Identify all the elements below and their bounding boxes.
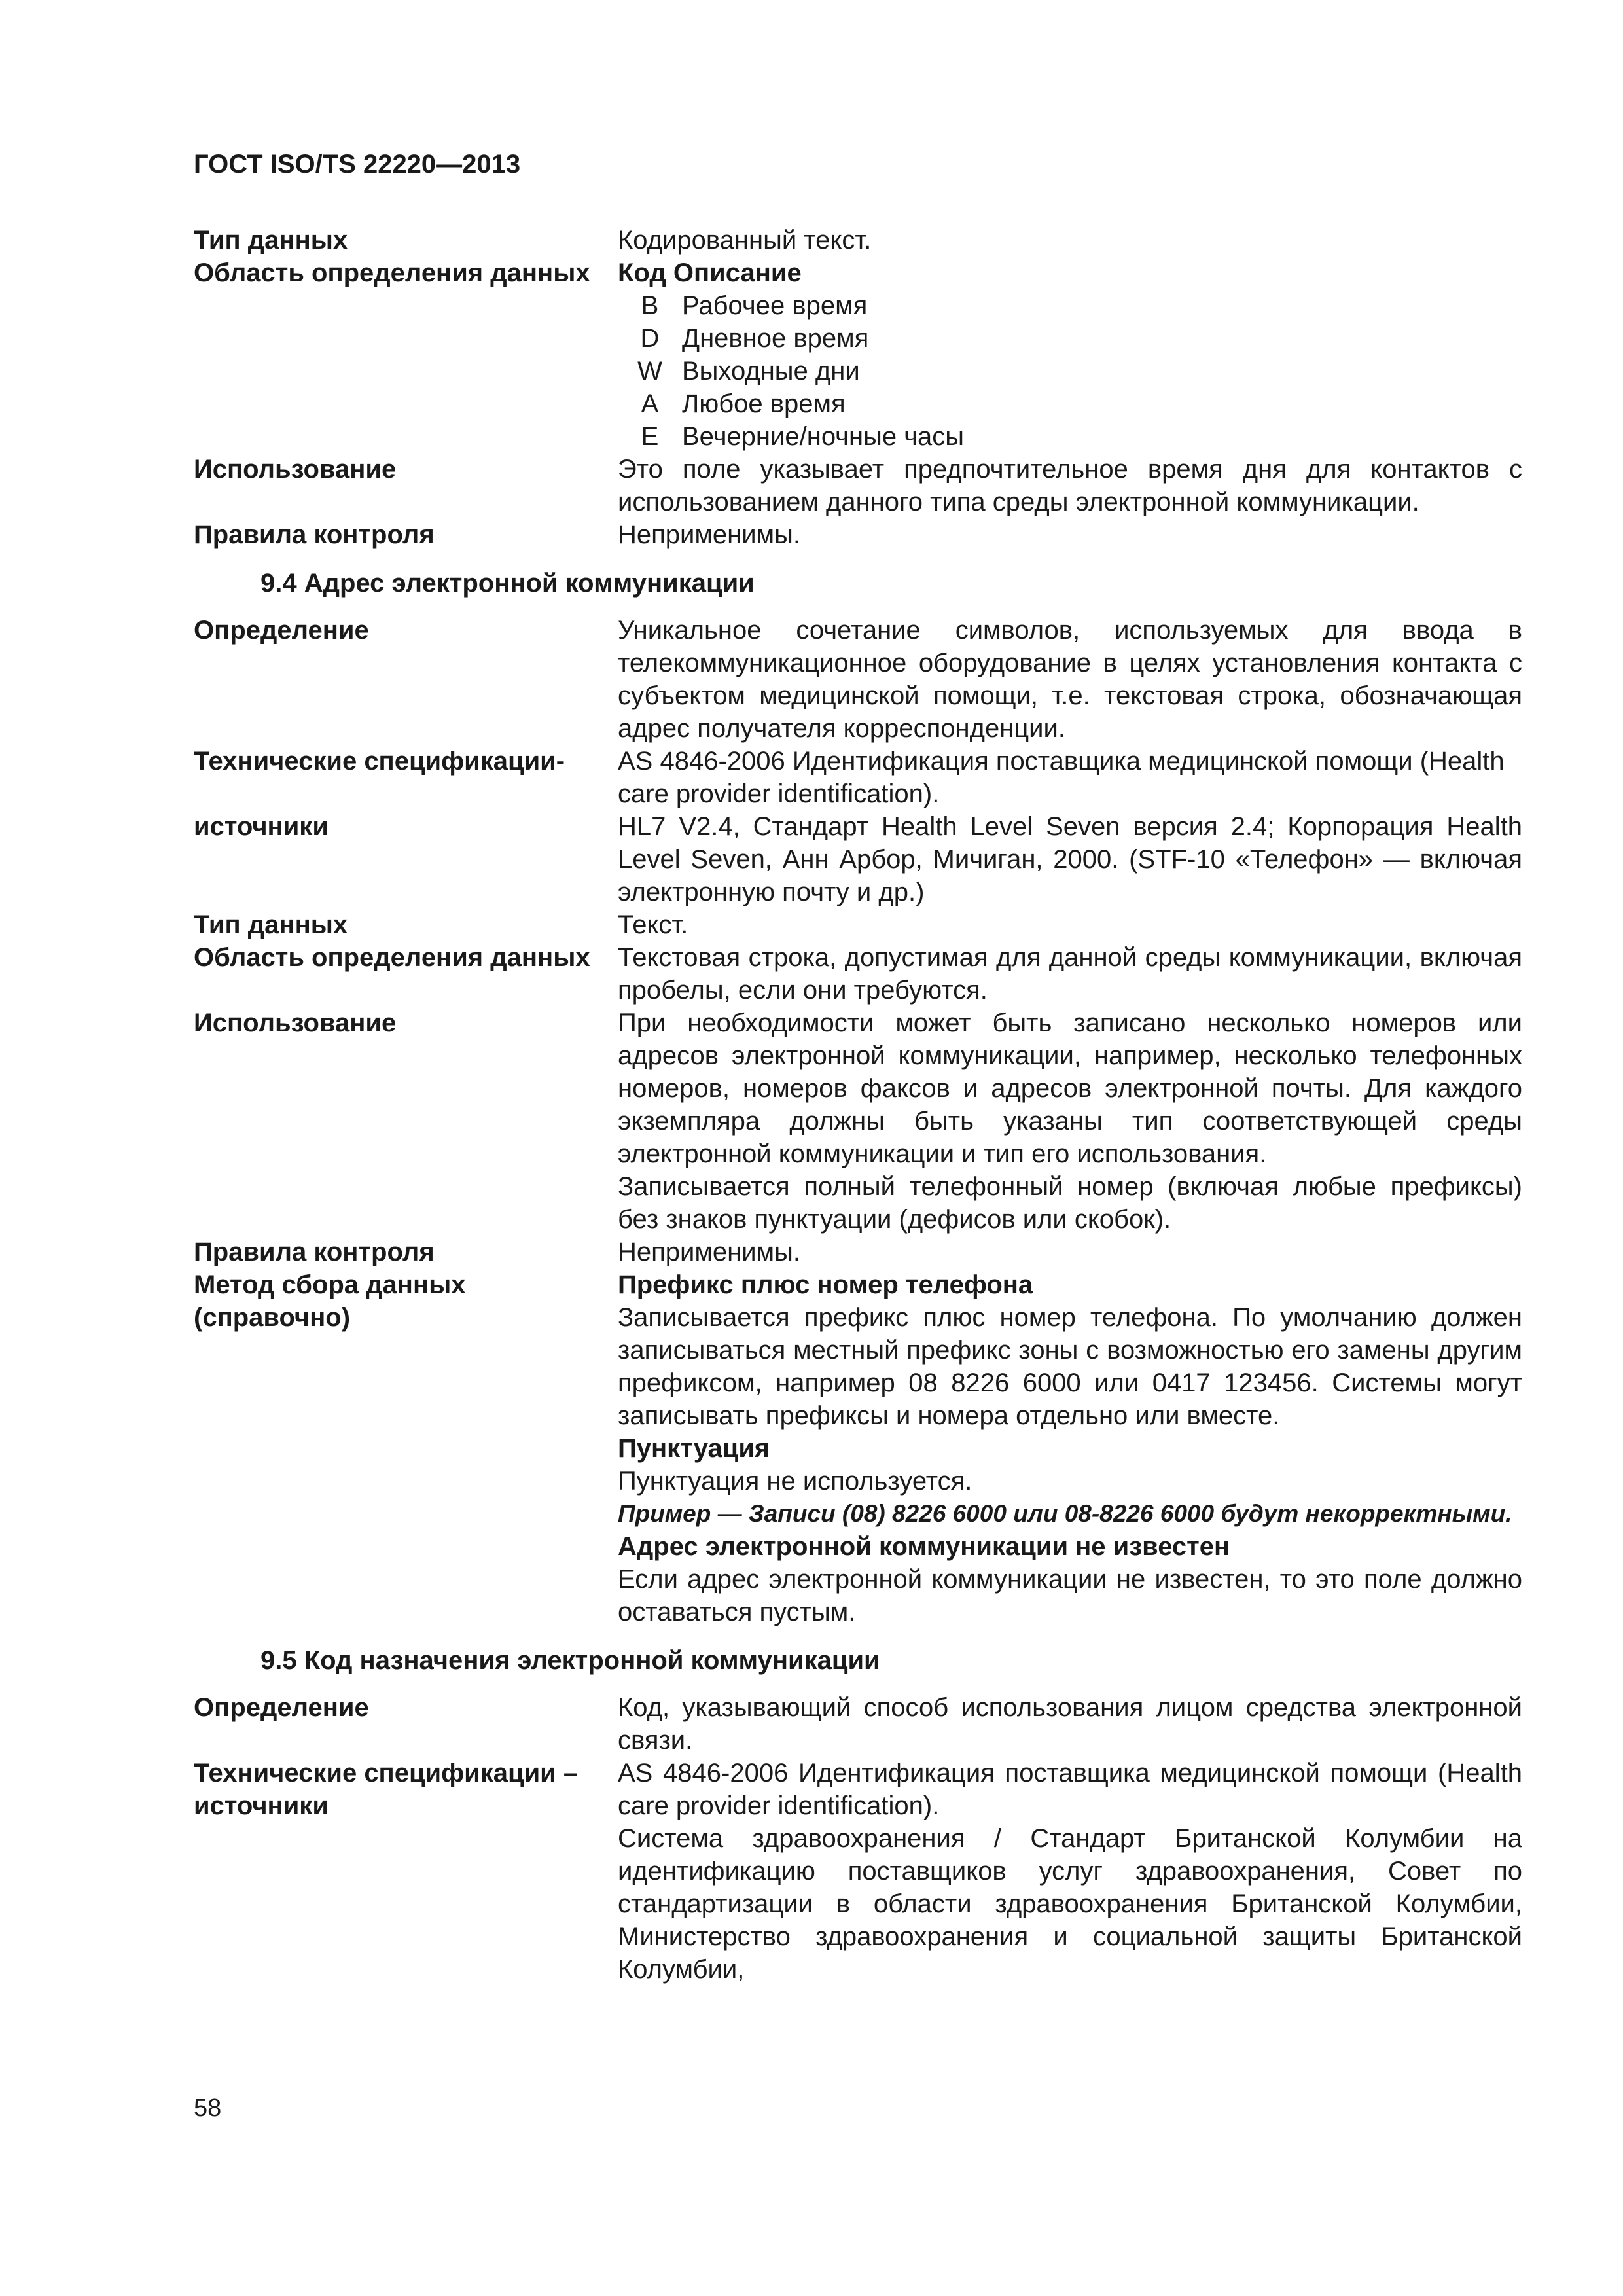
field-label: Правила контроля xyxy=(194,1238,435,1266)
field-label xyxy=(194,1268,618,1628)
field-label: Определение xyxy=(194,616,369,645)
description-cell: Рабочее время xyxy=(682,291,868,320)
description-cell: Вечерние/ночные часы xyxy=(682,422,965,451)
field-value-paragraph: AS 4846-2006 Идентификация поставщика медицинской помощи (Health care provider identification). xyxy=(618,1759,1522,1820)
field-row-definition xyxy=(194,614,1522,745)
field-row-domain xyxy=(194,941,1522,1007)
field-row-tech-specs xyxy=(194,1757,1522,1986)
field-label-line: Технические спецификации – xyxy=(194,1759,579,1787)
field-value-paragraph: Записывается префикс плюс номер телефона. По умолчанию должен записываться местный префикс зоны с возможностью его замены другим префиксом, например 08 8226 6000 или 0417 123456. Системы могут записывать префиксы и номера отдельно или вместе. xyxy=(618,1303,1522,1430)
field-label-line: источники xyxy=(194,1791,329,1820)
subheading-prefix: Префикс плюс номер телефона xyxy=(618,1270,1033,1299)
example-note: Пример — Записи (08) 8226 6000 или 08-8226 6000 будут некорректными. xyxy=(618,1500,1512,1527)
field-value: Уникальное сочетание символов, используемых для ввода в телекоммуникационное оборудование в целях установления контакта с субъектом медицинской помощи, т.е. текстовая строка, обозначающая адрес получателя корреспонденции. xyxy=(618,616,1522,743)
field-label-line: Технические спецификации- xyxy=(194,747,565,776)
field-value-line: AS 4846-2006 Идентификация поставщика медицинской помощи (Health xyxy=(618,747,1505,776)
field-value-paragraph: Система здравоохранения / Стандарт Британской Колумбии на идентификацию поставщиков услуг здравоохранения, Совет по стандартизации в области здравоохранения Британской Колумбии, Министерство здравоохранения и социальной защиты Британской Колумбии, xyxy=(618,1824,1522,1984)
field-row-usage xyxy=(194,1007,1522,1236)
field-value: Кодированный текст. xyxy=(618,226,872,255)
field-value xyxy=(618,745,1522,908)
code-row xyxy=(618,355,1522,387)
field-value xyxy=(618,1007,1522,1236)
field-row-datatype xyxy=(194,908,1522,941)
code-cell: W xyxy=(637,357,662,386)
code-cell: B xyxy=(641,291,659,320)
field-row-tech-specs xyxy=(194,745,1522,908)
field-value xyxy=(618,1757,1522,1986)
field-label-line: (справочно) xyxy=(194,1303,351,1332)
field-label-line: Метод сбора данных xyxy=(194,1270,466,1299)
code-row xyxy=(618,322,1522,355)
code-table xyxy=(618,257,1522,453)
field-value: Неприменимы. xyxy=(618,520,800,549)
field-label: Правила контроля xyxy=(194,520,435,549)
code-cell: A xyxy=(641,389,659,418)
field-row-rules xyxy=(194,518,1522,551)
field-value-paragraph: При необходимости может быть записано несколько номеров или адресов электронной коммуникации, например, несколько телефонных номеров, номеров факсов и адресов электронной почты. Для каждого экземпляра должны быть указаны тип соответствующей среды электронной коммуникации и тип его использования. xyxy=(618,1009,1522,1168)
code-row xyxy=(618,387,1522,420)
description-cell: Дневное время xyxy=(682,324,869,353)
document-body xyxy=(194,224,1522,1986)
field-value-paragraph: HL7 V2.4, Стандарт Health Level Seven версия 2.4; Корпорация Health Level Seven, Анн Арбор, Мичиган, 2000. (STF-10 «Телефон» — включая электронную почту и др.) xyxy=(618,812,1522,906)
field-value: Это поле указывает предпочтительное время дня для контактов с использованием данного типа среды электронной коммуникации. xyxy=(618,455,1522,516)
field-row-collection-method xyxy=(194,1268,1522,1628)
field-label: Область определения данных xyxy=(194,943,590,972)
field-label: Использование xyxy=(194,1009,397,1037)
field-value: Код, указывающий способ использования лицом средства электронной связи. xyxy=(618,1693,1522,1755)
code-row xyxy=(618,420,1522,453)
field-value-line: care provider identification). xyxy=(618,780,940,808)
field-row-definition xyxy=(194,1691,1522,1757)
field-label: Тип данных xyxy=(194,910,348,939)
code-cell: E xyxy=(641,422,659,451)
field-label-line: источники xyxy=(194,812,329,841)
field-label: Определение xyxy=(194,1693,369,1722)
field-value-paragraph: Записывается полный телефонный номер (включая любые префиксы) без знаков пунктуации (дефисов или скобок). xyxy=(618,1172,1522,1234)
field-label xyxy=(194,1757,618,1986)
document-header: ГОСТ ISO/TS 22220—2013 xyxy=(194,150,521,179)
field-label: Использование xyxy=(194,455,397,484)
description-column-header: Описание xyxy=(673,259,802,287)
field-value-paragraph: Если адрес электронной коммуникации не известен, то это поле должно оставаться пустым. xyxy=(618,1565,1522,1626)
page-number: 58 xyxy=(194,2094,222,2122)
field-row-datatype xyxy=(194,224,1522,257)
field-value xyxy=(618,1268,1522,1628)
code-table-header xyxy=(618,257,1522,289)
field-value: Текст. xyxy=(618,910,688,939)
field-row-rules xyxy=(194,1236,1522,1268)
field-value: Неприменимы. xyxy=(618,1238,800,1266)
code-row xyxy=(618,289,1522,322)
field-row-usage xyxy=(194,453,1522,518)
field-label: Тип данных xyxy=(194,226,348,255)
description-cell: Любое время xyxy=(682,389,846,418)
subheading-unknown-address: Адрес электронной коммуникации не известен xyxy=(618,1532,1230,1561)
section-heading-9-5: 9.5 Код назначения электронной коммуникации xyxy=(260,1646,880,1675)
field-value-paragraph: Пунктуация не используется. xyxy=(618,1467,972,1496)
code-column-header: Код xyxy=(618,259,666,287)
code-cell: D xyxy=(640,324,660,353)
field-label xyxy=(194,745,618,908)
field-label: Область определения данных xyxy=(194,259,590,287)
description-cell: Выходные дни xyxy=(682,357,860,386)
field-row-domain xyxy=(194,257,1522,453)
field-label-gap xyxy=(194,778,618,810)
field-value: Текстовая строка, допустимая для данной среды коммуникации, включая пробелы, если они требуются. xyxy=(618,943,1522,1005)
section-heading-9-4: 9.4 Адрес электронной коммуникации xyxy=(260,569,755,598)
subheading-punctuation: Пунктуация xyxy=(618,1434,770,1463)
